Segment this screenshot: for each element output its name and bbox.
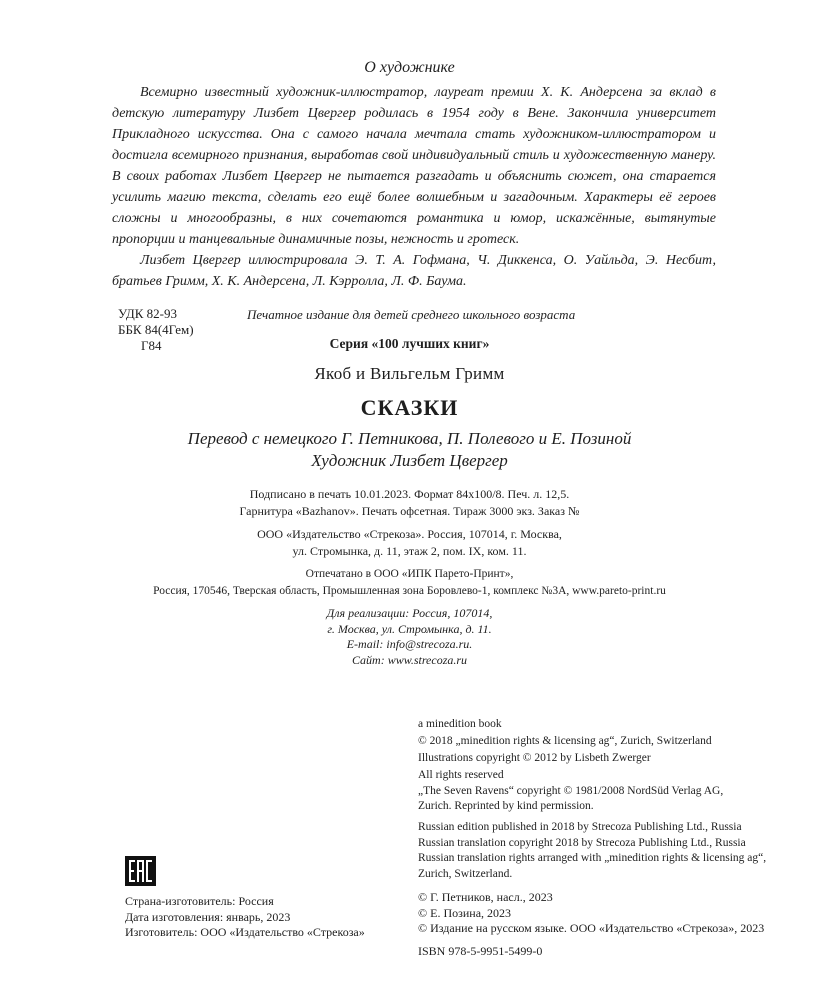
manufacturer: Изготовитель: ООО «Издательство «Стрекоза» [125,925,365,939]
rights-line: Illustrations copyright © 2012 by Lisbeth Zwerger [418,752,651,764]
seven-ravens-line: „The Seven Ravens“ copyright © 1981/2008 NordSüd Verlag AG, [418,785,724,797]
copyright-line: © Е. Позина, 2023 [418,905,512,920]
udk-code: УДК 82-93 [118,306,178,321]
distribution-site: Сайт: www.strecoza.ru [351,652,468,667]
rights-column [418,716,798,959]
rights-line: a minedition book [418,718,502,730]
classification-and-series [0,306,819,353]
library-classification [118,306,194,354]
age-rating-note: Печатное издание для детей среднего школьного возраста [247,307,576,322]
author-mark: Г84 [141,338,162,353]
printer-line: Россия, 170546, Тверская область, Промышленная зона Боровлево-1, комплекс №3А, www.pareto-print.ru [153,585,666,597]
rights-line: All rights reserved [418,769,504,781]
russian-edition-line: Russian translation copyright 2018 by Strecoza Publishing Ltd., Russia [418,836,746,849]
publisher-line: ул. Стромынка, д. 11, этаж 2, пом. IX, ком. 11. [292,544,527,558]
book-title: СКАЗКИ [360,395,459,420]
distribution-line: г. Москва, ул. Стромынка, д. 11. [327,621,492,636]
copyright-line: © Издание на русском языке. ООО «Издательство «Стрекоза», 2023 [418,921,765,935]
print-info-line: Подписано в печать 10.01.2023. Формат 84х100/8. Печ. л. 12,5. [249,487,570,501]
book-authors: Якоб и Вильгельм Гримм [314,364,505,383]
distribution-email: E-mail: info@strecoza.ru. [346,637,473,651]
eac-mark-glyph [125,856,156,886]
copyright-section [0,716,819,956]
seven-ravens-line: Zurich. Reprinted by kind permission. [418,800,594,812]
distribution-line: Для реализации: Россия, 107014, [326,606,493,620]
print-info-line: Гарнитура «Bazhanov». Печать офсетная. Тираж 3000 экз. Заказ № [239,504,580,518]
publisher-address [0,526,819,560]
series-name: Серия «100 лучших книг» [329,336,490,351]
russian-edition-line: Zurich, Switzerland. [418,867,513,880]
manufacturer-column [125,856,365,941]
isbn: ISBN 978-5-9951-5499-0 [418,943,543,958]
russian-edition-line: Russian translation rights arranged with „minedition rights & licensing ag“, [418,852,767,864]
illustrator-credit: Художник Лизбет Цвергер [311,451,508,470]
bbk-code: ББК 84(4Гем) [118,322,194,337]
print-info [0,486,819,520]
copyright-line: © Г. Петников, насл., 2023 [418,890,553,904]
about-artist-heading: О художнике [364,59,455,76]
manufacturer-info [125,894,365,941]
printer-info [0,566,819,600]
russian-edition-rights [418,820,798,882]
russian-copyrights [418,890,798,937]
about-artist-text [112,82,716,292]
country-of-origin: Страна-изготовитель: Россия [125,894,274,908]
russian-edition-line: Russian edition published in 2018 by Strecoza Publishing Ltd., Russia [418,821,742,833]
publisher-line: ООО «Издательство «Стрекоза». Россия, 107014, г. Москва, [257,527,562,541]
about-paragraph-works: Лизбет Цвергер иллюстрировала Э. Т. А. Гофмана, Ч. Диккенса, О. Уайльда, Э. Несбит, братьев Гримм, Х. К. Андерсена, Л. Кэрролла, Л. Ф. Баума. [112,253,716,289]
translation-credit: Перевод с немецкого Г. Петникова, П. Полевого и Е. Позиной [187,429,632,448]
rights-line: © 2018 „minedition rights & licensing ag“, Zurich, Switzerland [418,735,712,747]
about-paragraph-bio: Всемирно известный художник-иллюстратор, лауреат премии Х. К. Андерсена за вклад в детскую литературу Лизбет Цвергер родилась в 1954 году в Вене. Закончила университет Прикладного искусства. Она с самого начала мечтала стать художником-иллюстратором и достигла всемирного признания, выработав свой индивидуальный стиль и художественную манеру. В своих работах Лизбет Цвергер не пытается разгадать и объяснить сюжет, она старается усилить магию текста, сделать его ещё более волшебным и загадочным. Характеры её героев сложны и многообразны, в них сочетаются романтика и юмор, искажённые, вытянутые пропорции и танцевальные динамичные позы, нежность и гротеск. [112,85,716,247]
eac-certification-icon [125,856,156,886]
distribution-contacts [0,606,819,668]
printer-line: Отпечатано в ООО «ИПК Парето-Принт», [305,568,514,580]
manufacture-date: Дата изготовления: январь, 2023 [125,909,291,924]
original-rights [418,716,798,814]
